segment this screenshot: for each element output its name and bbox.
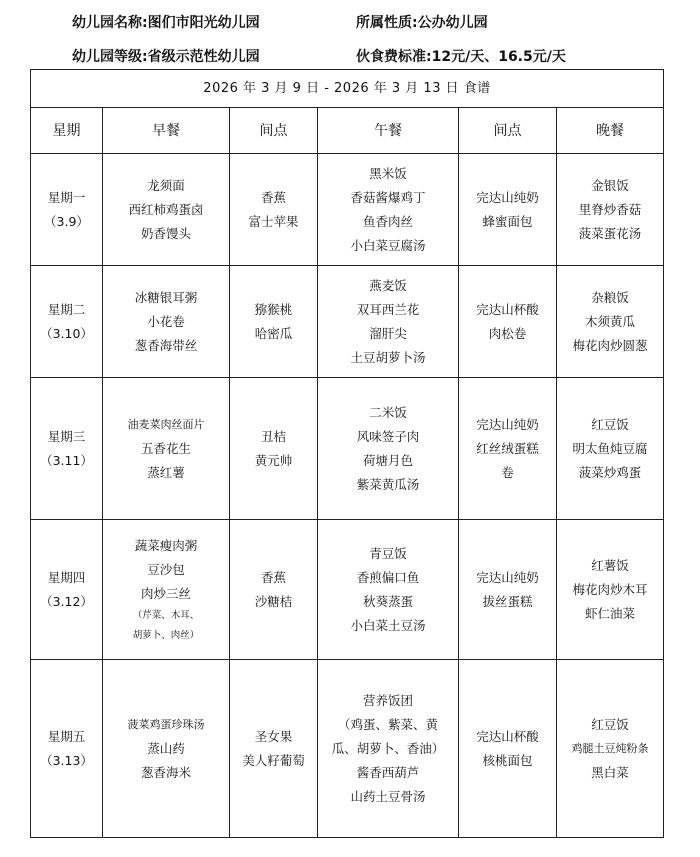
afternoon-snack-cell [459, 154, 557, 266]
weekday-date: （3.13） [40, 752, 93, 768]
menu-item: 秋葵蒸蛋 [362, 593, 413, 609]
menu-item: （鸡蛋、紫菜、黄 [337, 716, 438, 732]
menu-item: 菠菜炒鸡蛋 [578, 464, 642, 480]
weekday-cell [31, 378, 103, 520]
kindergarten-name-value: 图们市阳光幼儿园 [147, 15, 260, 31]
menu-item: 红薯饭 [591, 557, 629, 573]
menu-item: 龙须面 [147, 177, 185, 193]
menu-item: 红豆饭 [591, 716, 629, 732]
day-row [31, 660, 664, 838]
afternoon-snack-cell [459, 266, 557, 378]
menu-item: 卷 [501, 464, 514, 480]
menu-item: 圣女果 [254, 728, 293, 744]
menu-item: 核桃面包 [482, 752, 533, 768]
dinner-cell [557, 520, 664, 660]
day-row [31, 266, 664, 378]
weekday-name: 星期五 [47, 728, 86, 744]
menu-item: 油麦菜肉丝面片 [127, 417, 205, 431]
menu-item: 香煎偏口鱼 [356, 569, 420, 585]
menu-item: 黑米饭 [369, 165, 407, 181]
weekday-cell [31, 520, 103, 660]
menu-item: 蒸红薯 [147, 464, 185, 480]
menu-item-note: （芹菜、木耳、 [132, 609, 200, 621]
weekday-cell [31, 266, 103, 378]
menu-item: 香菇酱爆鸡丁 [350, 189, 426, 205]
menu-item: 梅花肉炒圆葱 [572, 337, 648, 353]
column-header-weekday: 星期 [31, 108, 103, 154]
meal-fee-standard [356, 46, 566, 66]
menu-item: 拔丝蛋糕 [482, 593, 533, 609]
menu-item: 荷塘月色 [362, 452, 413, 468]
menu-item: 完达山纯奶 [476, 189, 539, 205]
menu-item: 肉松卷 [488, 325, 527, 341]
weekly-menu-table [30, 69, 664, 838]
menu-item: 山药土豆骨汤 [350, 788, 426, 804]
weekday-date: （3.9） [44, 213, 89, 229]
menu-item: 燕麦饭 [369, 277, 407, 293]
menu-item: 明太鱼炖豆腐 [572, 440, 648, 456]
ownership-type-value: 公办幼儿园 [417, 15, 488, 31]
menu-item: 富士苹果 [248, 213, 299, 229]
menu-item: 紫菜黄瓜汤 [356, 476, 420, 492]
menu-item: 香蕉 [260, 569, 286, 585]
menu-item: 完达山纯奶 [476, 416, 539, 432]
menu-item: 西红柿鸡蛋卤 [128, 201, 204, 217]
menu-item: 五香花生 [140, 440, 191, 456]
column-header-morning-snack: 间点 [230, 108, 318, 154]
meal-fee-value: 12元/天、16.5元/天 [431, 49, 566, 65]
menu-item: 青豆饭 [369, 545, 407, 561]
menu-item: 小花卷 [147, 313, 185, 329]
day-row [31, 520, 664, 660]
menu-item: 溜肝尖 [369, 325, 407, 341]
menu-item: 肉炒三丝 [140, 585, 191, 601]
menu-item: 小白菜豆腐汤 [350, 237, 426, 253]
menu-item: 蜂蜜面包 [482, 213, 533, 229]
menu-item: 杂粮饭 [591, 289, 629, 305]
afternoon-snack-cell [459, 520, 557, 660]
weekday-name: 星期四 [47, 569, 86, 585]
lunch-cell [318, 520, 459, 660]
menu-item: 鸡腿土豆炖粉条 [571, 741, 649, 755]
dinner-cell [557, 266, 664, 378]
ownership-type-label: 所属性质: [356, 15, 418, 31]
day-row [31, 154, 664, 266]
weekday-name: 星期二 [47, 301, 86, 317]
menu-item: 奶香馒头 [140, 225, 191, 241]
lunch-cell [318, 266, 459, 378]
day-row [31, 378, 664, 520]
menu-item: 完达山纯奶 [476, 569, 539, 585]
morning-snack-cell [230, 266, 318, 378]
menu-item: 完达山杯酸 [476, 728, 539, 744]
column-header-row [31, 108, 664, 154]
menu-item: 香蕉 [260, 189, 286, 205]
column-header-afternoon-snack: 间点 [459, 108, 557, 154]
breakfast-cell [103, 378, 230, 520]
menu-item: 菠菜蛋花汤 [578, 225, 642, 241]
menu-item: 豆沙包 [147, 561, 185, 577]
menu-item: 葱香海带丝 [134, 337, 198, 353]
menu-item: 里脊炒香菇 [578, 201, 642, 217]
morning-snack-cell [230, 378, 318, 520]
breakfast-cell [103, 154, 230, 266]
menu-item: 二米饭 [369, 404, 407, 420]
column-header-breakfast: 早餐 [103, 108, 230, 154]
lunch-cell [318, 154, 459, 266]
weekday-date: （3.10） [40, 325, 93, 341]
morning-snack-cell [230, 154, 318, 266]
menu-item: 木须黄瓜 [585, 313, 636, 329]
morning-snack-cell [230, 520, 318, 660]
menu-item: 红豆饭 [591, 416, 629, 432]
breakfast-cell [103, 520, 230, 660]
menu-item: 沙糖桔 [254, 593, 293, 609]
menu-item: 蒸山药 [147, 740, 185, 756]
weekday-cell [31, 660, 103, 838]
dinner-cell [557, 154, 664, 266]
menu-item: 黑白菜 [591, 764, 629, 780]
menu-item: 营养饭团 [362, 692, 413, 708]
menu-item: 梅花肉炒木耳 [572, 581, 648, 597]
ownership-type [356, 12, 488, 32]
meal-fee-label: 伙食费标准: [356, 49, 432, 65]
menu-title-row [31, 70, 664, 108]
menu-item: 完达山杯酸 [476, 301, 539, 317]
menu-item: 红丝绒蛋糕 [476, 440, 539, 456]
afternoon-snack-cell [459, 378, 557, 520]
menu-item: 小白菜土豆汤 [350, 617, 426, 633]
menu-item: 土豆胡萝卜汤 [350, 349, 426, 365]
kindergarten-name [72, 12, 260, 32]
menu-item: 美人籽葡萄 [242, 752, 305, 768]
menu-item: 葱香海米 [140, 764, 191, 780]
kindergarten-name-label: 幼儿园名称: [72, 15, 148, 31]
menu-item: 黄元帅 [254, 452, 293, 468]
weekday-name: 星期一 [47, 189, 86, 205]
lunch-cell [318, 660, 459, 838]
kindergarten-level-value: 省级示范性幼儿园 [147, 49, 260, 65]
breakfast-cell [103, 266, 230, 378]
column-header-lunch: 午餐 [318, 108, 459, 154]
menu-item: 猕猴桃 [254, 301, 293, 317]
menu-item-note: 胡萝卜、肉丝） [132, 629, 200, 641]
weekday-cell [31, 154, 103, 266]
menu-item: 丑桔 [260, 428, 286, 444]
menu-item: 鱼香肉丝 [362, 213, 413, 229]
menu-item: 菠菜鸡蛋珍珠汤 [127, 717, 205, 731]
menu-item: 金银饭 [591, 177, 629, 193]
menu-item: 双耳西兰花 [356, 301, 420, 317]
weekday-date: （3.11） [40, 452, 93, 468]
menu-item: 哈密瓜 [254, 325, 293, 341]
menu-item: 虾仁油菜 [585, 605, 636, 621]
menu-item: 冰糖银耳粥 [134, 289, 198, 305]
dinner-cell [557, 378, 664, 520]
weekday-date: （3.12） [40, 593, 93, 609]
breakfast-cell [103, 660, 230, 838]
menu-title: 2026 年 3 月 9 日 - 2026 年 3 月 13 日 食谱 [31, 70, 664, 108]
afternoon-snack-cell [459, 660, 557, 838]
menu-item: 酱香西葫芦 [356, 764, 420, 780]
column-header-dinner: 晚餐 [557, 108, 664, 154]
weekday-name: 星期三 [47, 428, 86, 444]
dinner-cell [557, 660, 664, 838]
kindergarten-level-label: 幼儿园等级: [72, 49, 148, 65]
menu-item: 风味签子肉 [356, 428, 420, 444]
lunch-cell [318, 378, 459, 520]
kindergarten-level [72, 46, 260, 66]
menu-item: 瓜、胡萝卜、香油） [331, 740, 445, 756]
morning-snack-cell [230, 660, 318, 838]
menu-item: 蔬菜瘦肉粥 [134, 537, 198, 553]
